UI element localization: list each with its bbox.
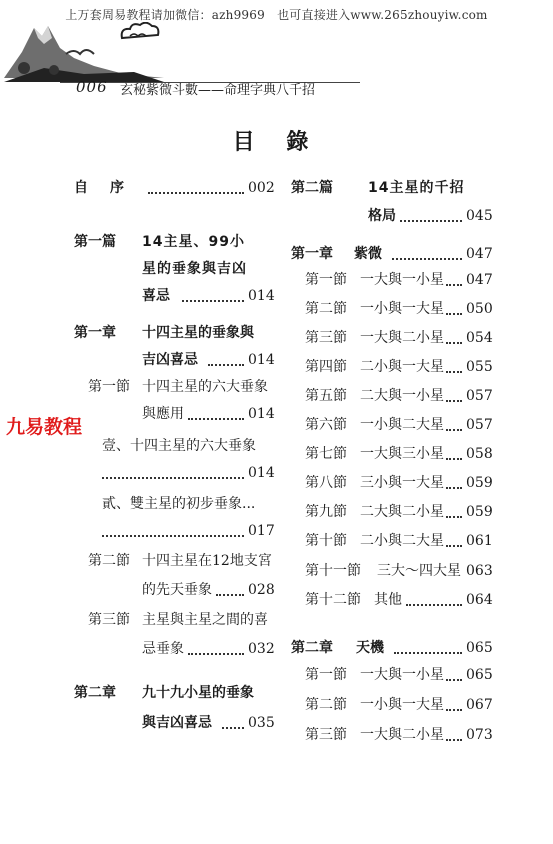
- r-ch1-s6-label: 第六節: [305, 417, 347, 433]
- leader-dots: [446, 313, 462, 315]
- r-ch1-label: 第一章: [291, 246, 333, 262]
- leader-dots: [446, 487, 462, 489]
- ch1-s1-line2: 與應用: [142, 406, 184, 422]
- leader-dots: [392, 258, 462, 260]
- r-ch1-s1-title: 一大與一小星: [360, 272, 444, 288]
- r-ch2-s3-page: 073: [466, 727, 493, 743]
- ch1-s1-line1: 十四主星的六大垂象: [142, 379, 268, 395]
- item-a-line1: 壹、十四主星的六大垂象: [102, 438, 256, 454]
- part1-label: 第一篇: [74, 234, 116, 250]
- r-ch2-s2-label: 第二節: [305, 697, 347, 713]
- r-ch2-page: 065: [466, 640, 493, 656]
- r-ch1-s4-title: 二小與一大星: [360, 359, 444, 375]
- ch2-title-line1: 九十九小星的垂象: [142, 685, 254, 701]
- leader-dots: [188, 418, 244, 420]
- r-ch2-s3-label: 第三節: [305, 727, 347, 743]
- part1-page: 014: [248, 288, 275, 304]
- r-ch2-s3-title: 一大與二小星: [360, 727, 444, 743]
- r-ch1-s4-label: 第四節: [305, 359, 347, 375]
- r-ch1-s12-page: 064: [466, 592, 493, 608]
- ch2-page: 035: [248, 715, 275, 731]
- r-ch1-s2-page: 050: [466, 301, 493, 317]
- r-ch1-s6-title: 一小與二大星: [360, 417, 444, 433]
- r-ch1-s9-label: 第九節: [305, 504, 347, 520]
- r-ch2-s1-title: 一大與一小星: [360, 667, 444, 683]
- leader-dots: [188, 653, 244, 655]
- ch1-s2-label: 第二節: [88, 553, 130, 569]
- ch1-page: 014: [248, 352, 275, 368]
- leader-dots: [400, 220, 462, 222]
- leader-dots: [446, 371, 462, 373]
- part1-title-line3: 喜忌: [142, 288, 170, 304]
- leader-dots: [148, 192, 244, 194]
- ch2-label: 第二章: [74, 685, 116, 701]
- ch1-s3-line1: 主星與主星之間的喜: [142, 612, 268, 628]
- r-ch2-label: 第二章: [291, 640, 333, 656]
- r-ch1-title: 紫微: [354, 246, 382, 262]
- r-ch1-s7-label: 第七節: [305, 446, 347, 462]
- toc-heading: 目 錄: [232, 130, 321, 155]
- leader-dots: [216, 594, 244, 596]
- r-ch1-s2-label: 第二節: [305, 301, 347, 317]
- r-ch1-s3-page: 054: [466, 330, 493, 346]
- leader-dots: [446, 679, 462, 681]
- leader-dots: [446, 400, 462, 402]
- ch1-s3-page: 032: [248, 641, 275, 657]
- leader-dots: [102, 477, 244, 479]
- part2-label: 第二篇: [291, 180, 333, 196]
- part2-page: 045: [466, 208, 493, 224]
- page-number: 006: [76, 78, 108, 96]
- part2-title-line1: 14主星的千招: [368, 180, 465, 196]
- r-ch1-s10-title: 二小與二大星: [360, 533, 444, 549]
- leader-dots: [446, 709, 462, 711]
- leader-dots: [182, 300, 244, 302]
- leader-dots: [208, 364, 244, 366]
- part1-title-line2: 星的垂象與吉凶: [142, 261, 247, 277]
- item-a-page: 014: [248, 465, 275, 481]
- leader-dots: [102, 535, 244, 537]
- part2-title-line2: 格局: [368, 208, 396, 224]
- leader-dots: [446, 429, 462, 431]
- leader-dots: [446, 516, 462, 518]
- preface-label: 自 序: [74, 180, 128, 196]
- r-ch1-s5-title: 二大與一小星: [360, 388, 444, 404]
- r-ch1-s3-label: 第三節: [305, 330, 347, 346]
- book-title: 玄秘紫微斗數——命理字典八千招: [120, 83, 316, 98]
- r-ch1-s8-page: 059: [466, 475, 493, 491]
- ch1-s1-page: 014: [248, 406, 275, 422]
- r-ch2-s1-label: 第一節: [305, 667, 347, 683]
- r-ch2-s2-page: 067: [466, 697, 493, 713]
- mountain-painting-illustration: [4, 8, 164, 86]
- leader-dots: [394, 652, 462, 654]
- r-ch1-s6-page: 057: [466, 417, 493, 433]
- r-ch1-s10-page: 061: [466, 533, 493, 549]
- r-ch1-page: 047: [466, 246, 493, 262]
- r-ch1-s7-title: 一大與三小星: [360, 446, 444, 462]
- r-ch1-s7-page: 058: [466, 446, 493, 462]
- r-ch1-s8-title: 三小與一大星: [360, 475, 444, 491]
- ch1-s3-label: 第三節: [88, 612, 130, 628]
- r-ch1-s9-title: 二大與二小星: [360, 504, 444, 520]
- ch1-s2-line1: 十四主星在12地支宮: [142, 553, 272, 569]
- ch1-title-line1: 十四主星的垂象與: [142, 325, 254, 341]
- r-ch1-s12-title: 其他: [374, 592, 402, 608]
- r-ch1-s9-page: 059: [466, 504, 493, 520]
- ch1-s3-line2: 忌垂象: [142, 641, 184, 657]
- r-ch1-s12-label: 第十二節: [305, 592, 361, 608]
- r-ch2-title: 天機: [356, 640, 384, 656]
- r-ch1-s4-page: 055: [466, 359, 493, 375]
- leader-dots: [446, 545, 462, 547]
- ch2-title-line2: 與吉凶喜忌: [142, 715, 212, 731]
- r-ch1-s5-page: 057: [466, 388, 493, 404]
- r-ch1-s11-label: 第十一節: [305, 563, 361, 579]
- r-ch1-s3-title: 一大與二小星: [360, 330, 444, 346]
- ch1-s2-page: 028: [248, 582, 275, 598]
- watermark-text: 上万套周易教程请加微信：azh9969 也可直接进入www.265zhouyiw.com: [65, 8, 488, 22]
- r-ch1-s11-page: 063: [466, 563, 493, 579]
- leader-dots: [446, 284, 462, 286]
- ch1-s2-line2: 的先天垂象: [142, 582, 212, 598]
- r-ch1-s5-label: 第五節: [305, 388, 347, 404]
- leader-dots: [222, 727, 244, 729]
- cloud-ornament-icon: [118, 22, 162, 44]
- r-ch2-s1-page: 065: [466, 667, 493, 683]
- leader-dots: [446, 342, 462, 344]
- r-ch1-s1-label: 第一節: [305, 272, 347, 288]
- r-ch2-s2-title: 一小與一大星: [360, 697, 444, 713]
- ch1-s1-label: 第一節: [88, 379, 130, 395]
- r-ch1-s1-page: 047: [466, 272, 493, 288]
- item-b-line1: 貳、雙主星的初步垂象...: [102, 496, 256, 512]
- ch1-title-line2: 吉凶喜忌: [142, 352, 198, 368]
- item-b-page: 017: [248, 523, 275, 539]
- preface-page: 002: [248, 180, 275, 196]
- leader-dots: [446, 458, 462, 460]
- r-ch1-s2-title: 一小與一大星: [360, 301, 444, 317]
- red-watermark-label: 九易教程: [6, 416, 83, 438]
- r-ch1-s8-label: 第八節: [305, 475, 347, 491]
- part1-title-line1: 14主星、99小: [142, 234, 245, 250]
- r-ch1-s10-label: 第十節: [305, 533, 347, 549]
- ch1-label: 第一章: [74, 325, 116, 341]
- leader-dots: [406, 604, 462, 606]
- leader-dots: [446, 739, 462, 741]
- r-ch1-s11-title: 三大～四大星: [377, 563, 461, 579]
